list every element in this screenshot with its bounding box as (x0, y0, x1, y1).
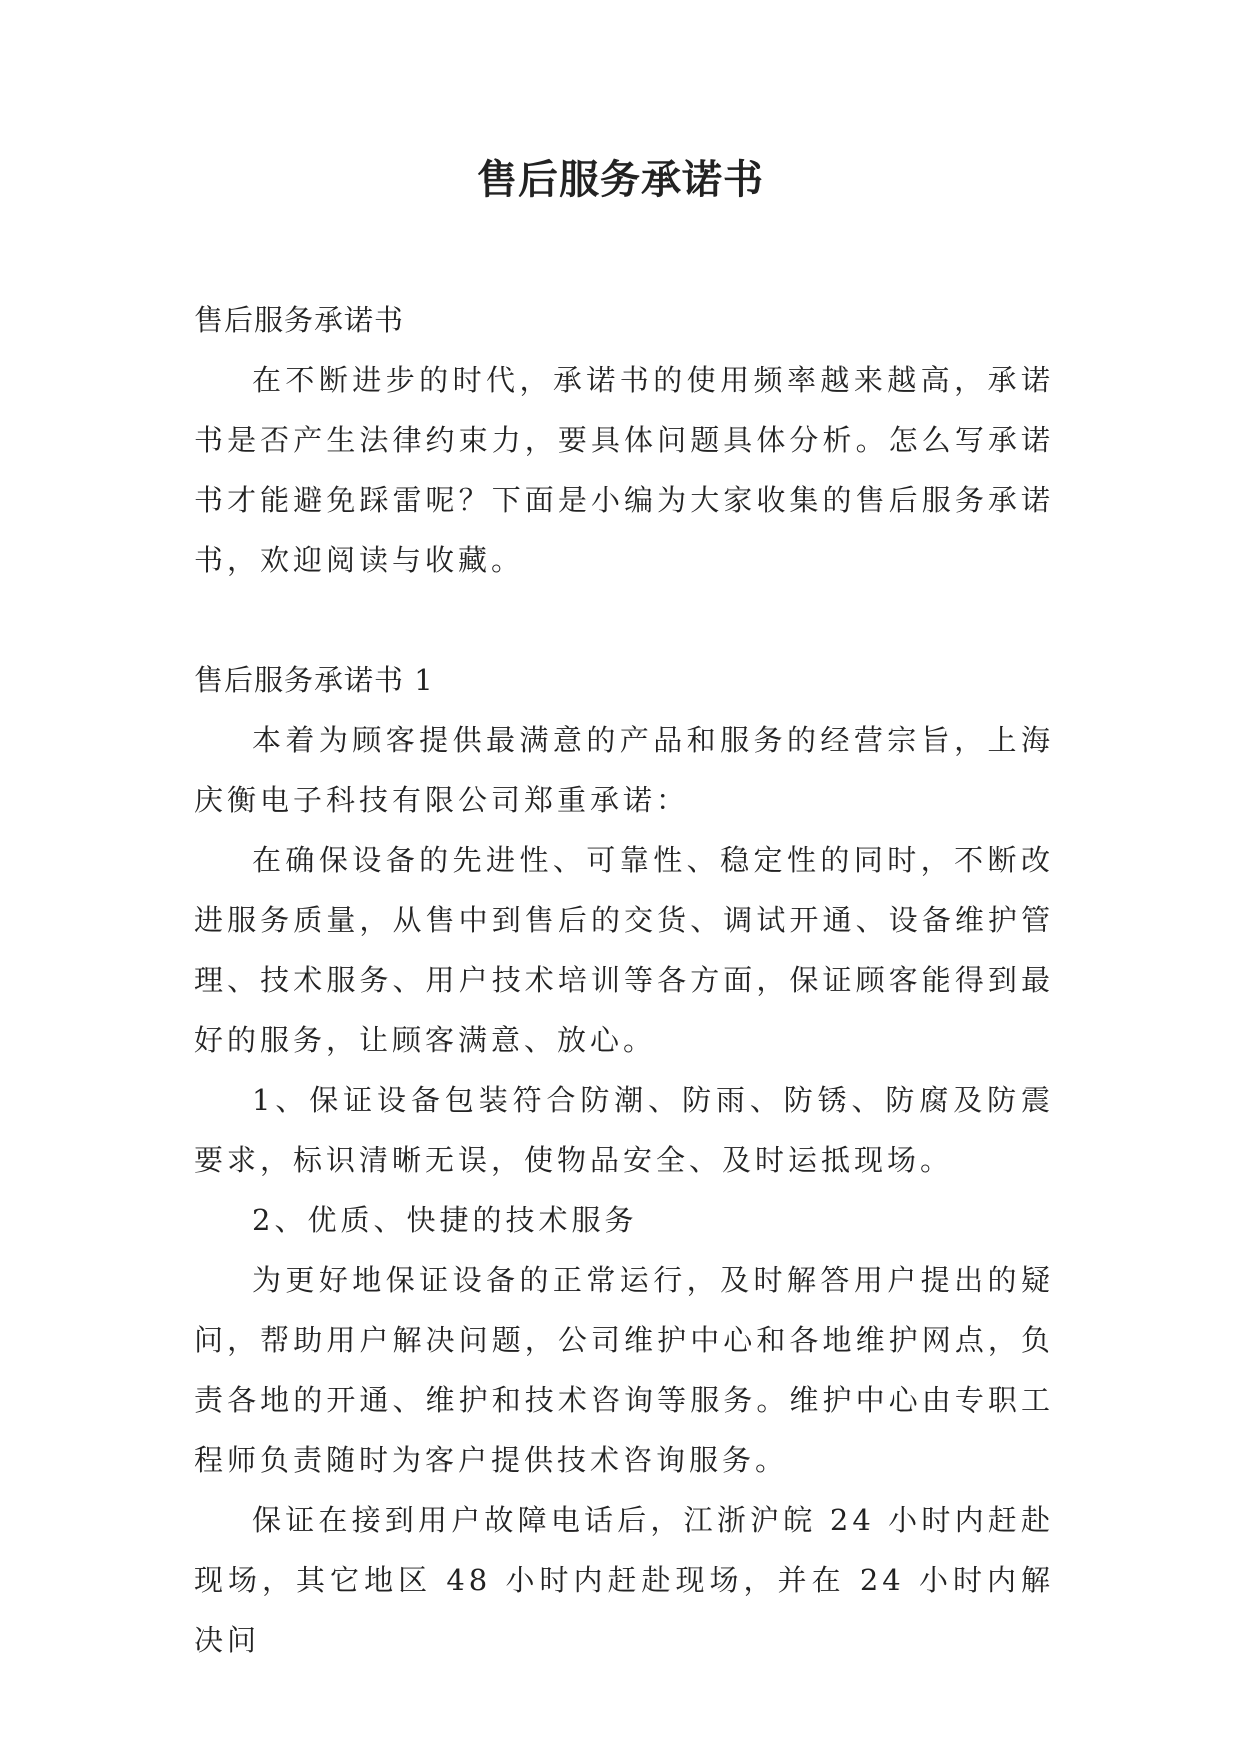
document-body (194, 290, 1054, 1670)
section1-heading: 售后服务承诺书 1 (194, 663, 434, 697)
intro-paragraph: 在不断进步的时代，承诺书的使用频率越来越高，承诺书是否产生法律约束力，要具体问题具体分析。怎么写承诺书才能避免踩雷呢？下面是小编为大家收集的售后服务承诺书，欢迎阅读与收藏。 (194, 363, 1054, 577)
section1-paragraph-1: 本着为顾客提供最满意的产品和服务的经营宗旨，上海庆衡电子科技有限公司郑重承诺： (194, 723, 1054, 817)
section1-paragraph-4: 2、优质、快捷的技术服务 (252, 1203, 638, 1237)
section1-paragraph-6: 保证在接到用户故障电话后，江浙沪皖 24 小时内赶赴现场，其它地区 48 小时内赶赴现场，并在 24 小时内解决问 (194, 1503, 1054, 1657)
document-title: 售后服务承诺书 (477, 156, 764, 203)
section-spacer (194, 590, 1054, 650)
intro-heading: 售后服务承诺书 (194, 303, 405, 337)
section1-paragraph-2: 在确保设备的先进性、可靠性、稳定性的同时，不断改进服务质量，从售中到售后的交货、调试开通、设备维护管理、技术服务、用户技术培训等各方面，保证顾客能得到最好的服务，让顾客满意、放心。 (194, 843, 1054, 1057)
section1-paragraph-5: 为更好地保证设备的正常运行，及时解答用户提出的疑问，帮助用户解决问题，公司维护中心和各地维护网点，负责各地的开通、维护和技术咨询等服务。维护中心由专职工程师负责随时为客户提供技术咨询服务。 (194, 1263, 1054, 1477)
section1-paragraph-3: 1、保证设备包装符合防潮、防雨、防锈、防腐及防震要求，标识清晰无误，使物品安全、及时运抵现场。 (194, 1083, 1054, 1177)
